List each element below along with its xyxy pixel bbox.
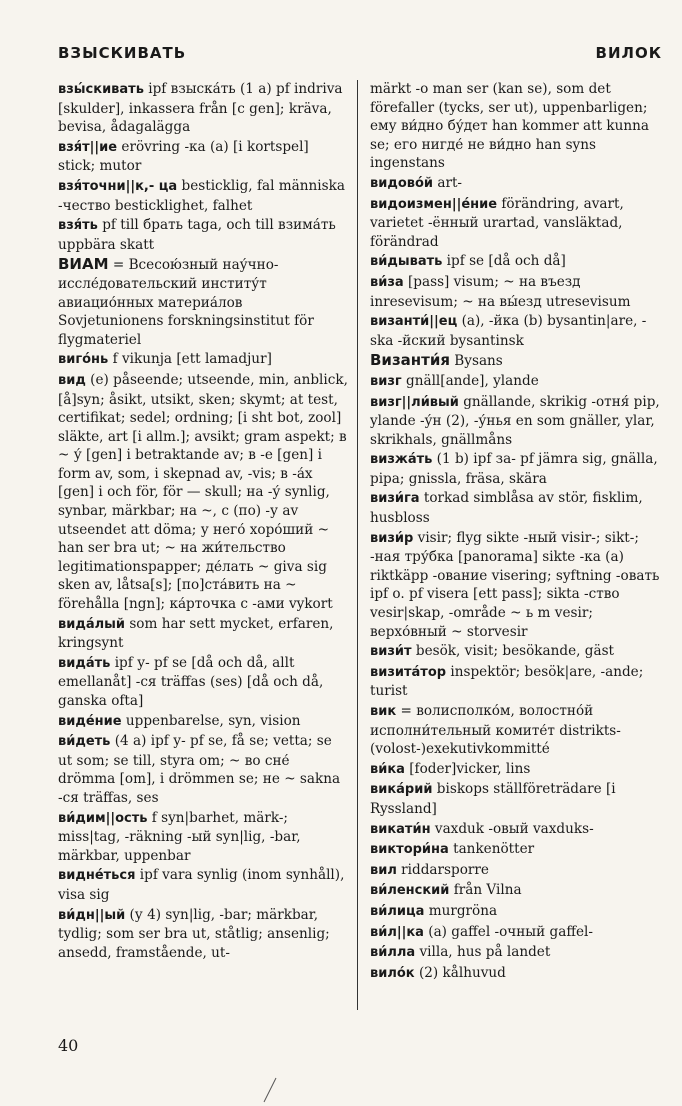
entry-headword: византи́||ец — [370, 314, 458, 330]
dictionary-entry — [370, 529, 662, 642]
entry-headword: ви́ка — [370, 761, 405, 777]
dictionary-entry — [58, 615, 348, 653]
entry-headword: ви́за — [370, 274, 404, 290]
entry-definition: art- — [433, 174, 463, 191]
entry-definition: (у 4) syn|lig, -bar; märkbar, tydlig; som ser bra ut, ståtlig; ansenlig; ansedd, framstående, ut- — [58, 906, 330, 961]
dictionary-entry — [58, 654, 348, 711]
dictionary-entry — [370, 943, 662, 963]
dictionary-entry — [370, 195, 662, 252]
entry-headword: визи́т — [370, 644, 412, 660]
entry-headword: ви́деть — [58, 734, 111, 750]
entry-headword: вил — [370, 862, 397, 878]
entry-definition: ipf vara synlig (inom synhåll), visa sig — [58, 867, 345, 903]
entry-definition: (2) kålhuvud — [414, 964, 506, 981]
entry-definition: gnäll[ande], ylande — [401, 372, 539, 389]
entry-definition: erövring -ка (a) [i kortspel] stick; mutor — [58, 138, 309, 175]
entry-headword: ви́дывать — [370, 254, 443, 270]
dictionary-entry — [370, 702, 662, 759]
dictionary-entry — [58, 712, 348, 732]
entry-definition: torkad simblåsa av stör, fisklim, husbloss — [370, 490, 643, 527]
dictionary-entry — [58, 216, 348, 254]
entry-headword: вика́рий — [370, 782, 433, 798]
entry-definition: (1 b) ipf за- pf jämra sig, gnälla, pipa; gnissla, fräsa, skära — [370, 451, 658, 487]
entry-headword: визг — [370, 373, 402, 389]
entry-headword: вида́ть — [58, 655, 111, 671]
entry-headword: визи́га — [370, 491, 420, 507]
dictionary-entry — [370, 450, 662, 488]
column-divider — [357, 80, 358, 1010]
entry-headword: виго́нь — [58, 352, 109, 368]
dictionary-entry — [370, 372, 662, 392]
pencil-mark-icon — [258, 1076, 282, 1104]
entry-definition: (a), -йка (b) bysantin|are, -ska -йский bysantinsk — [370, 313, 647, 349]
running-header — [58, 44, 662, 68]
dictionary-entry — [370, 902, 662, 922]
entry-definition: besök, visit; besökande, gäst — [411, 643, 615, 660]
dictionary-entry — [370, 80, 662, 173]
entry-headword: ви́дн||ый — [58, 907, 126, 923]
entry-headword: ви́дим||ость — [58, 810, 148, 826]
dictionary-entry — [370, 964, 662, 984]
dictionary-entry — [370, 820, 662, 840]
header-left-guide-word: ВЗЫСКИВАТЬ — [58, 44, 187, 62]
dictionary-entry — [370, 312, 662, 350]
entry-headword: взы́скивать — [58, 82, 144, 97]
dictionary-entry — [58, 80, 348, 137]
entry-definition: tankenötter — [448, 841, 535, 858]
entry-definition: uppenbarelse, syn, vision — [121, 712, 301, 729]
entry-definition: villa, hus på landet — [415, 944, 551, 961]
entry-headword: взя́ть — [58, 218, 98, 234]
page-number: 40 — [58, 1036, 79, 1055]
entry-definition: ipf se [då och då] — [442, 253, 566, 270]
entry-headword: визи́р — [370, 530, 414, 546]
entry-definition: pf till брать taga, och till взима́ть uppbära skatt — [58, 217, 336, 253]
entry-headword: виде́ние — [58, 713, 122, 729]
entry-definition: f vikunja [ett lamadjur] — [108, 351, 272, 368]
entry-headword: визг||ли́вый — [370, 394, 459, 410]
entry-definition: murgröna — [424, 902, 498, 919]
dictionary-entry — [370, 663, 662, 701]
dictionary-entry — [370, 273, 662, 311]
dictionary-entry — [370, 840, 662, 860]
entry-definition: märkt -о man ser (kan se), som det förefaller (tycks, ser ut), uppenbarligen; ему ви́дно бу́дет han kommer att kunna se; его нигде́ не ви́дно han syns ingenstans — [370, 81, 649, 172]
dictionary-entry — [370, 861, 662, 881]
entry-headword: вида́лый — [58, 616, 125, 632]
entry-definition: (e) påseende; utseende, min, anblick, [å]syn; åsikt, utsikt, sken; skymt; at test, certifikat; sedel; ordning; [i sht bot, zool] släkte, art [i allm.]; avsikt; gram aspekt; в ~ у́ [gen] i betraktande av; в -е [gen] i form av, som, i skepnad av, -vis; в -а́х [gen] i och för, för — skull; на -у́ synlig, synbar, märkbar; на ~, с (по) -у av utseendet att döma; у него́ хоро́ший ~ han ser bra ut; ~ на жи́тельство legitimationspapper; де́лать ~ giva sig sken av, låtsa[s]; [по]ста́вить на ~ förehålla [ngn]; ка́рточка с -ами vykort — [58, 371, 348, 613]
entry-definition: = Всесою́зный нау́чно-иссле́довательский институ́т авиацио́нных материа́лов Sovjetunionens forskningsinstitut för flygmateriel — [58, 257, 314, 348]
entry-headword: ВИАМ — [58, 255, 109, 274]
entry-headword: ви́лица — [370, 903, 425, 919]
entry-headword: видоизмен||е́ние — [370, 196, 498, 212]
left-column — [58, 80, 348, 963]
entry-definition: visir; flyg sikte -ный visir-; sikt-; -ная тру́бка [panorama] sikte -ка (a) riktkäpp -ование visering; syftning -овать ipf o. pf visera [ett pass]; sikta -ство vesir|skap, -område ~ ь m vesir; верхо́вный ~ storvesir — [370, 529, 660, 640]
entry-definition: förändring, avart, varietet -ённый urartad, vansläktad, förändrad — [370, 195, 624, 250]
entry-headword: викати́н — [370, 821, 431, 837]
entry-definition: f syn|barhet, märk-; miss|tag, -räkning -ый syn|lig, -bar, märkbar, uppenbar — [58, 809, 301, 864]
entry-definition: riddarsporre — [396, 861, 489, 878]
entry-definition: (a) gaffel -очный gaffel- — [423, 923, 593, 940]
entry-definition: besticklig, fal människa -чество besticklighet, falhet — [58, 177, 345, 214]
entry-headword: взя́т||ие — [58, 139, 118, 155]
dictionary-entry — [370, 923, 662, 943]
dictionary-entry — [58, 371, 348, 614]
dictionary-entry — [58, 138, 348, 176]
dictionary-entry — [370, 881, 662, 901]
entry-headword: вило́к — [370, 965, 415, 981]
entry-headword: ви́л||ка — [370, 924, 424, 940]
dictionary-entry — [370, 174, 662, 194]
dictionary-entry — [370, 780, 662, 818]
dictionary-entry — [58, 732, 348, 807]
entry-headword: вид — [58, 372, 86, 388]
entry-definition: gnällande, skrikig -отня́ pip, ylande -у́н (2), -у́нья en som gnäller, ylar, skrikhals, gnällmåns — [370, 393, 660, 448]
entry-headword: ви́лла — [370, 945, 416, 961]
entry-headword: визжа́ть — [370, 452, 433, 468]
dictionary-entry — [370, 393, 662, 450]
dictionary-entry — [58, 906, 348, 963]
entry-definition: [foder]vicker, lins — [404, 760, 531, 777]
entry-definition: inspektör; besök|are, -ande; turist — [370, 663, 644, 700]
dictionary-entry — [370, 760, 662, 780]
entry-definition: = волисполко́м, волостно́й исполни́тельный комите́т distrikts-(volost-)exekutivkommitté — [370, 703, 621, 758]
entry-headword: взя́точни||к,- ца — [58, 178, 178, 194]
entry-definition: Bysans — [449, 353, 503, 370]
dictionary-entry — [58, 177, 348, 215]
dictionary-entry — [58, 255, 348, 349]
dictionary-entry — [58, 866, 348, 904]
right-column — [370, 80, 662, 984]
entry-definition: biskops ställföreträdare [i Ryssland] — [370, 781, 616, 817]
entry-headword: видово́й — [370, 175, 434, 191]
entry-definition: ipf взыска́ть (1 a) pf indriva [skulder], inkassera från [c gen]; kräva, bevisa, ådagalägga — [58, 81, 343, 136]
dictionary-entry — [370, 252, 662, 272]
entry-definition: vaxduk -овый vaxduks- — [430, 820, 594, 837]
entry-headword: вик — [370, 704, 397, 719]
entry-definition: (4 a) ipf у- pf se, få se; vetta; se ut som; se till, styra om; ~ во сне́ drömma [om], i drömmen se; не ~ sakna -ся träffas, ses — [58, 733, 341, 806]
dictionary-entry — [370, 489, 662, 527]
entry-headword: ви́ленский — [370, 883, 450, 899]
dictionary-entry — [370, 351, 662, 371]
dictionary-entry — [58, 350, 348, 370]
entry-headword: визита́тор — [370, 664, 447, 680]
header-right-guide-word: ВИЛОК — [595, 44, 662, 62]
entry-definition: som har sett mycket, erfaren, kringsynt — [58, 615, 334, 652]
entry-headword: виктори́на — [370, 842, 449, 858]
entry-headword: Византи́я — [370, 351, 450, 370]
dictionary-entry — [370, 642, 662, 662]
entry-definition: ipf у- pf se [då och då, allt emellanåt] -ся träffas (ses) [då och då, ganska ofta] — [58, 654, 324, 709]
entry-definition: från Vilna — [449, 882, 522, 899]
entry-headword: видне́ться — [58, 868, 136, 884]
entry-definition: [pass] visum; ~ на въезд inresevisum; ~ на вы́езд utresevisum — [370, 273, 631, 310]
dictionary-entry — [58, 809, 348, 866]
